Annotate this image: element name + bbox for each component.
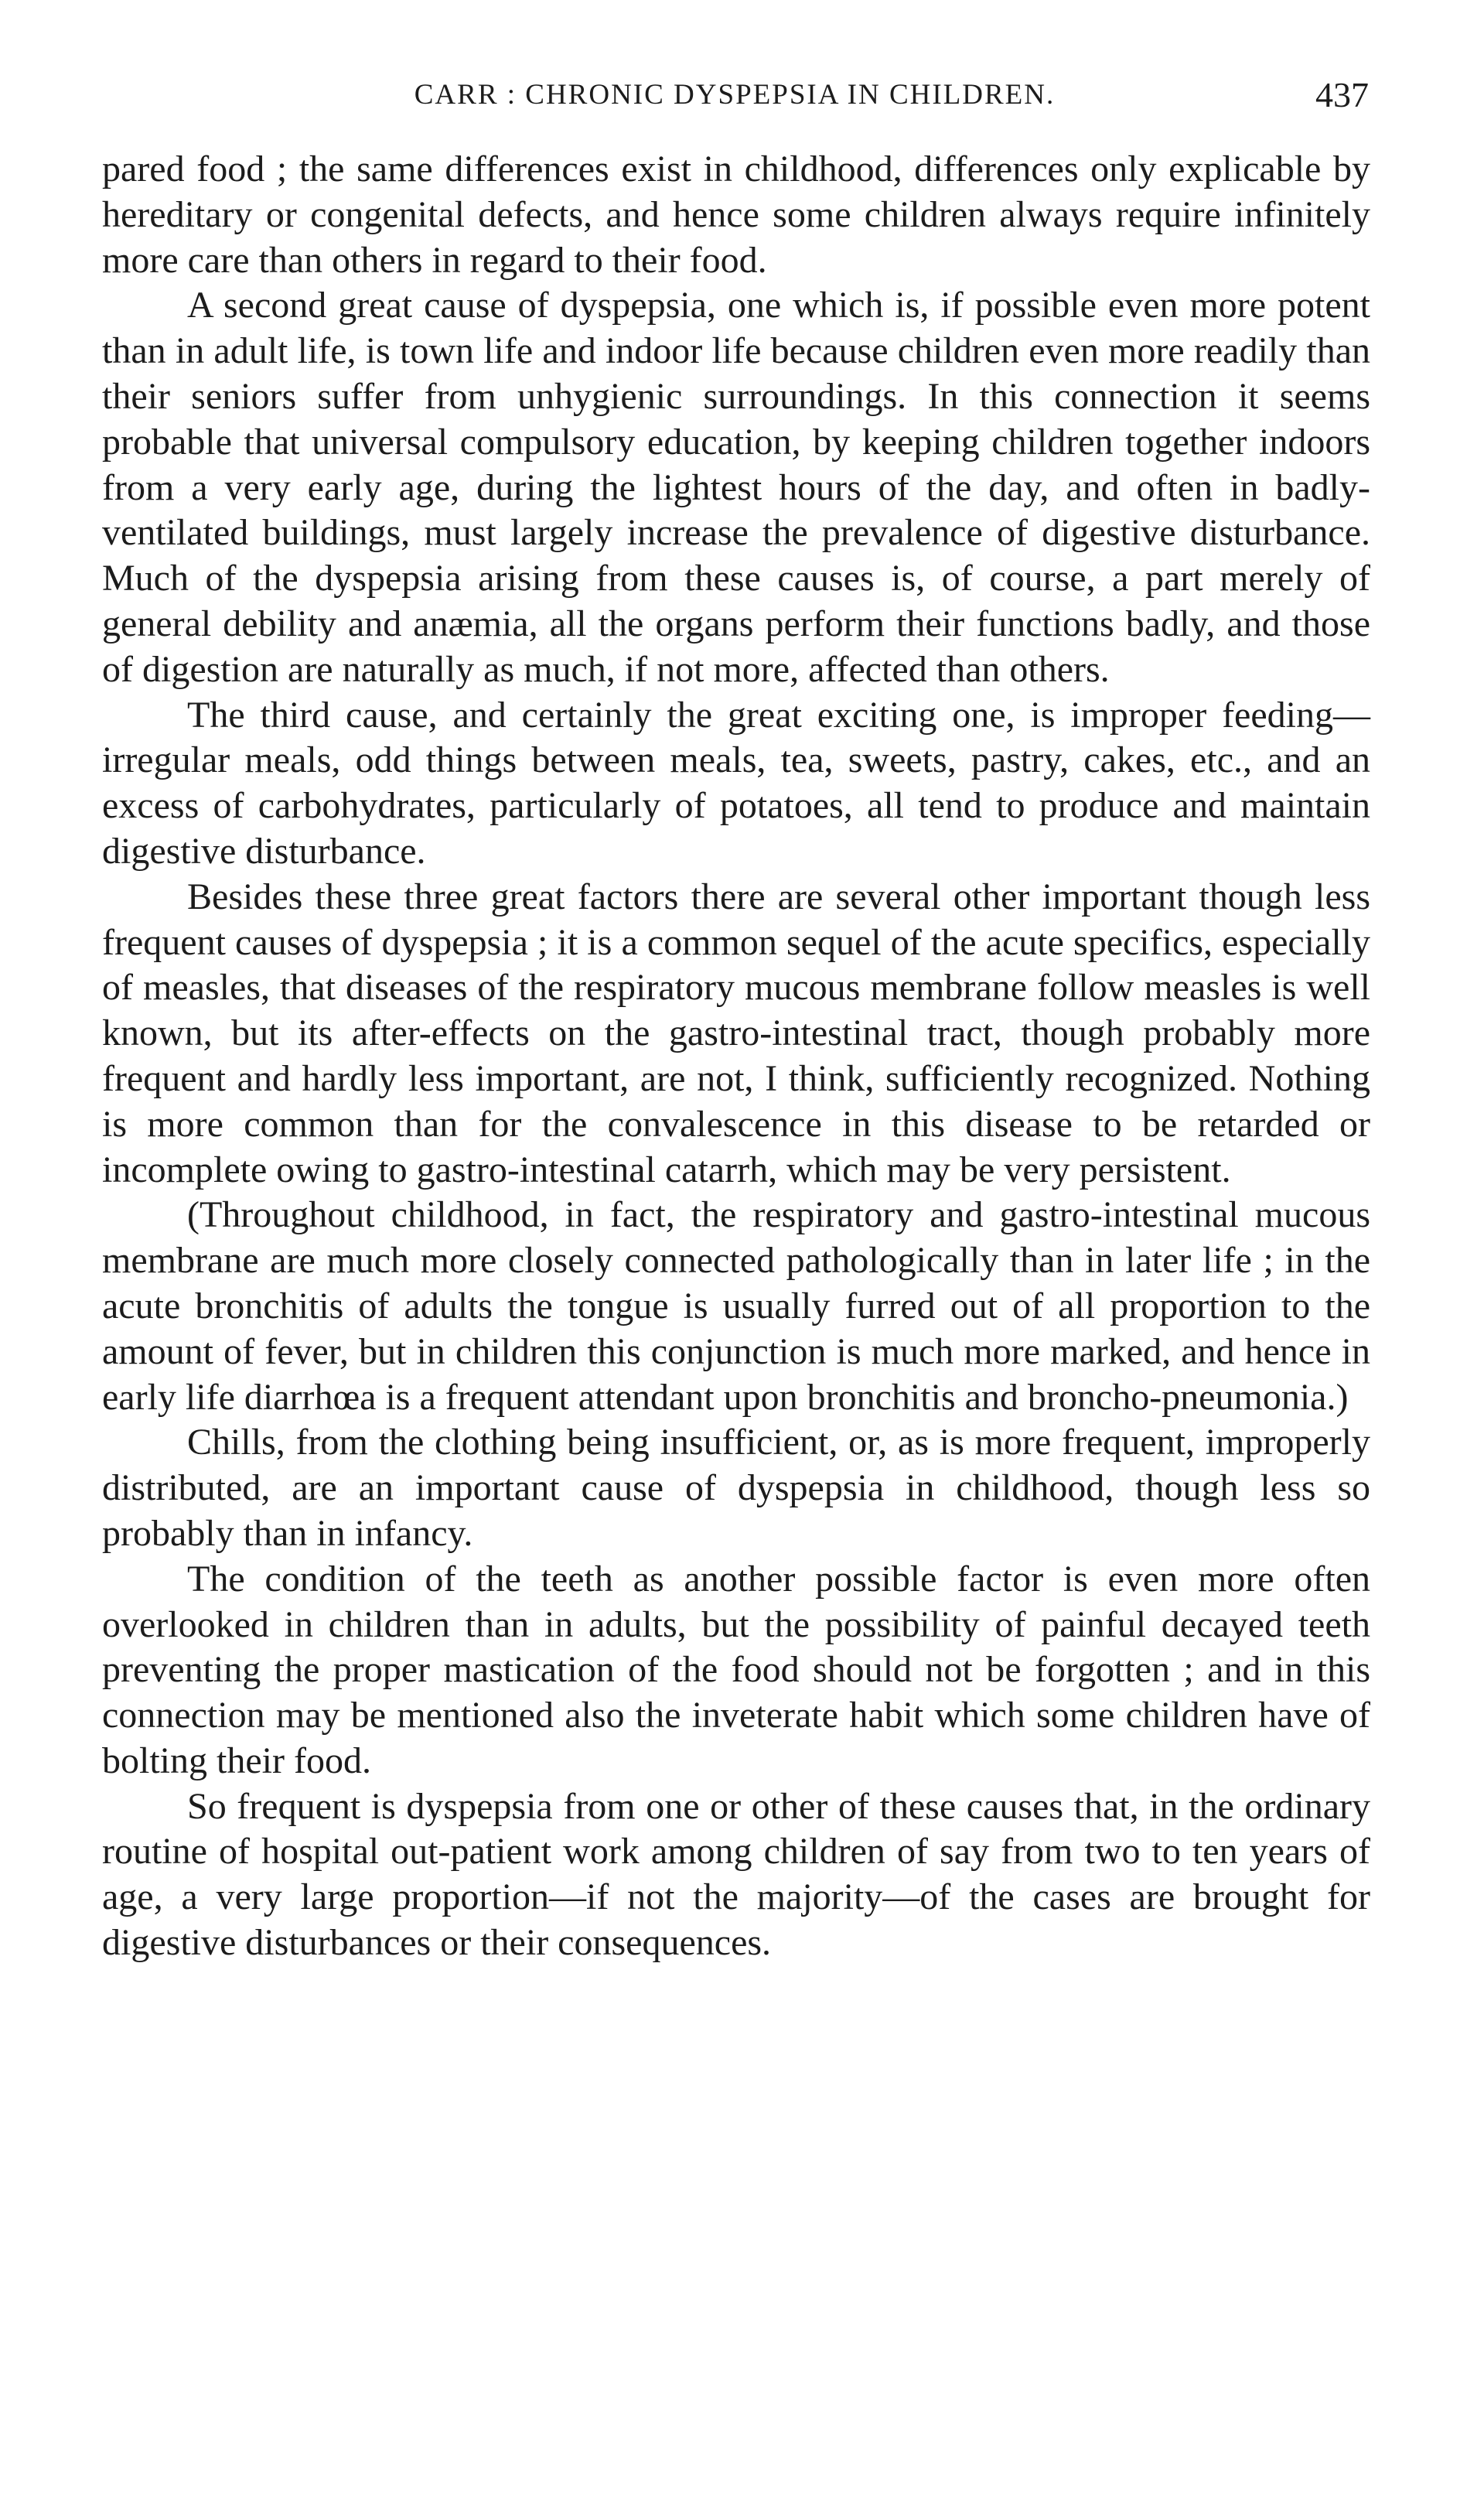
paragraph: The condition of the teeth as another possible factor is even more often overlooked in children than in adults, but the possibility of painful decayed teeth preventing the proper mastication of the food should not be forgotten ; and in this connection may be mentioned also the inveterate habit which some children have of bolting their food. bbox=[102, 1558, 1370, 1781]
paragraph: Besides these three great factors there are several other important though less frequent causes of dyspepsia ; it is a common sequel of the acute specifics, especially of measles, that diseases of the respiratory mucous membrane follow measles is well known, but its after-effects on the gastro-intestinal tract, though probably more frequent and hardly less important, are not, I think, sufficiently recognized. Nothing is more common than for the convalescence in this disease to be retarded or incomplete owing to gastro-intestinal catarrh, which may be very persistent. bbox=[102, 876, 1370, 1190]
running-head bbox=[101, 68, 1369, 122]
paragraph: So frequent is dyspepsia from one or other of these causes that, in the ordinary routine of hospital out-patient work among children of say from two to ten years of age, a very large proportion—if not the majority—of the cases are brought for digestive disturbances or their consequences. bbox=[102, 1785, 1370, 1964]
body-text bbox=[102, 147, 1370, 1966]
running-title: CARR : CHRONIC DYSPEPSIA IN CHILDREN. bbox=[414, 79, 1056, 111]
paragraph: (Throughout childhood, in fact, the respiratory and gastro-intestinal mucous membrane are much more closely connected pathologically than in later life ; in the acute bronchitis of adults the tongue is usually furred out of all proportion to the amount of fever, but in children this conjunction is much more marked, and hence in early life diarrhœa is a frequent attendant upon bronchitis and broncho-pneumonia.) bbox=[102, 1194, 1370, 1418]
paragraph: A second great cause of dyspepsia, one which is, if possible even more potent than in adult life, is town life and indoor life because children even more readily than their seniors suffer from unhygienic surroundings. In this connection it seems probable that universal compulsory education, by keeping children together indoors from a very early age, during the lightest hours of the day, and often in badly-ventilated buildings, must largely increase the prevalence of digestive disturbance. Much of the dyspepsia arising from these causes is, of course, a part merely of general debility and anæmia, all the organs perform their functions badly, and those of digestion are naturally as much, if not more, affected than others. bbox=[102, 285, 1370, 690]
paragraph: Chills, from the clothing being insufficient, or, as is more frequent, improperly distributed, are an important cause of dyspepsia in childhood, though less so probably than in infancy. bbox=[102, 1422, 1370, 1554]
page-number: 437 bbox=[1315, 75, 1369, 114]
paragraph: The third cause, and certainly the great exciting one, is improper feeding—irregular meals, odd things between meals, tea, sweets, pastry, cakes, etc., and an excess of carbohydrates, particularly of potatoes, all tend to produce and maintain digestive disturbance. bbox=[102, 694, 1370, 872]
paragraph-continued: pared food ; the same differences exist in childhood, differences only explicable by hereditary or congenital defects, and hence some children always require infinitely more care than others in regard to their food. bbox=[102, 149, 1370, 281]
